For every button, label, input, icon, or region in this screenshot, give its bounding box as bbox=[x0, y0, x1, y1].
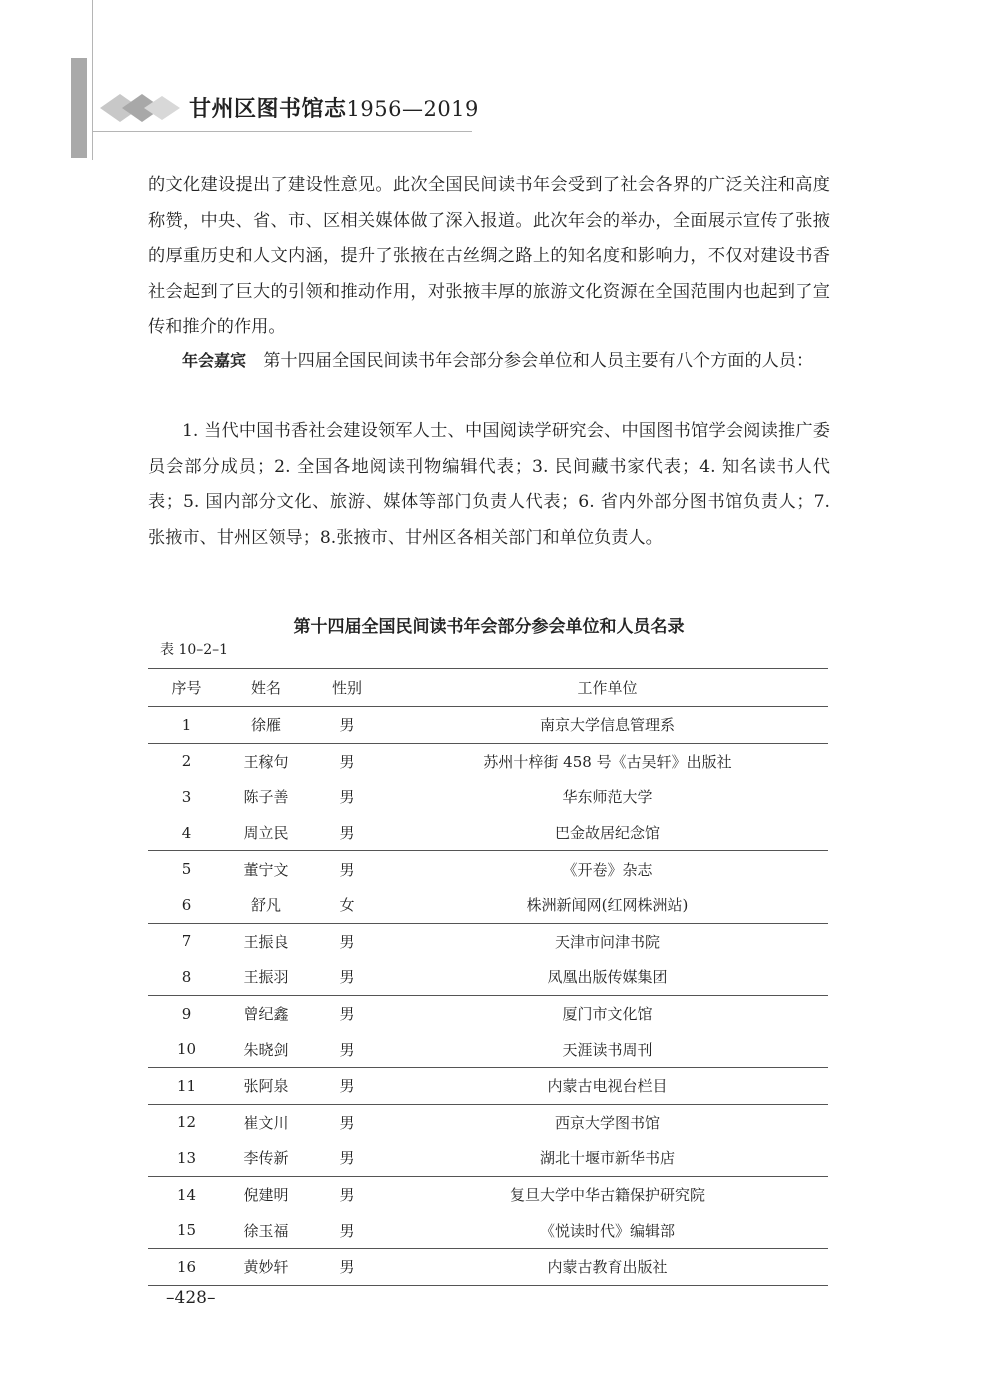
cell-name: 王振羽 bbox=[225, 959, 307, 995]
table-header-row bbox=[148, 668, 828, 707]
cell-unit: 内蒙古教育出版社 bbox=[387, 1248, 828, 1285]
cell-seq: 1 bbox=[148, 707, 225, 744]
header-seq: 序号 bbox=[148, 668, 225, 707]
header-decor-bar bbox=[71, 58, 87, 158]
cell-name: 李传新 bbox=[225, 1140, 307, 1176]
cell-gender: 男 bbox=[307, 707, 387, 744]
cell-unit: 巴金故居纪念馆 bbox=[387, 815, 828, 851]
cell-gender: 男 bbox=[307, 959, 387, 995]
cell-name: 舒凡 bbox=[225, 887, 307, 923]
diamonds-logo-icon bbox=[98, 90, 182, 126]
cell-unit: 厦门市文化馆 bbox=[562, 1005, 653, 1024]
cell-unit: 苏州十梓街 458 号《古吴轩》出版社 bbox=[483, 752, 732, 771]
cell-unit: 湖北十堰市新华书店 bbox=[387, 1140, 828, 1176]
table-row bbox=[148, 851, 828, 887]
table-title: 第十四届全国民间读书年会部分参会单位和人员名录 bbox=[293, 617, 685, 637]
cell-unit: 《悦读时代》编辑部 bbox=[387, 1212, 828, 1248]
cell-name: 周立民 bbox=[225, 815, 307, 851]
header-unit: 工作单位 bbox=[387, 668, 828, 707]
cell-seq: 10 bbox=[148, 1031, 225, 1067]
cell-gender: 男 bbox=[307, 1140, 387, 1176]
cell-gender: 男 bbox=[339, 860, 355, 879]
table-row bbox=[148, 995, 828, 1031]
paragraph-guest-list: 1. 当代中国书香社会建设领军人士、中国阅读学研究会、中国图书馆学会阅读推广委员会部分成员；2. 全国各地阅读刊物编辑代表；3. 民间藏书家代表；4. 知名读书人代表；5. 国内部分文化、旅游、媒体等部门负责人代表；6. 省内外部分图书馆负责人；7. 张掖市、甘州区领导；8.张掖市、甘州区各相关部门和单位负责人。 bbox=[148, 421, 830, 548]
cell-gender: 男 bbox=[339, 752, 355, 771]
cell-gender: 男 bbox=[339, 1113, 355, 1132]
paragraph-1: 的文化建设提出了建设性意见。此次全国民间读书年会受到了社会各界的广泛关注和高度称赞，中央、省、市、区相关媒体做了深入报道。此次年会的举办，全面展示宣传了张掖的厚重历史和人文内涵，提升了张掖在古丝绸之路上的知名度和影响力，不仅对建设书香社会起到了巨大的引领和推动作用，对张掖丰厚的旅游文化资源在全国范围内也起到了宣传和推介的作用。 bbox=[148, 175, 830, 337]
cell-name: 朱晓剑 bbox=[225, 1031, 307, 1067]
header-name: 姓名 bbox=[225, 668, 307, 707]
cell-name: 王振良 bbox=[243, 932, 289, 951]
cell-unit: 复旦大学中华古籍保护研究院 bbox=[509, 1186, 705, 1205]
header-horizontal-rule bbox=[92, 131, 472, 132]
cell-seq: 12 bbox=[176, 1113, 197, 1132]
cell-name: 王稼句 bbox=[243, 752, 289, 771]
cell-seq: 13 bbox=[148, 1140, 225, 1176]
cell-gender: 女 bbox=[307, 887, 387, 923]
cell-gender: 男 bbox=[307, 1248, 387, 1285]
header-title-text: 甘州区图书馆志 bbox=[189, 96, 347, 122]
cell-seq: 4 bbox=[148, 815, 225, 851]
table-row bbox=[148, 707, 828, 744]
cell-seq: 11 bbox=[148, 1067, 225, 1104]
cell-unit: 天津市问津书院 bbox=[554, 932, 660, 951]
cell-seq: 15 bbox=[148, 1212, 225, 1248]
cell-name: 崔文川 bbox=[243, 1113, 289, 1132]
cell-name: 董宁文 bbox=[243, 860, 289, 879]
cell-gender: 男 bbox=[307, 1212, 387, 1248]
paragraph-guests bbox=[148, 343, 830, 380]
cell-gender: 男 bbox=[339, 788, 355, 807]
cell-unit: 凤凰出版传媒集团 bbox=[387, 959, 828, 995]
cell-name: 倪建明 bbox=[243, 1186, 289, 1205]
table-row bbox=[148, 779, 828, 815]
table-row bbox=[148, 1176, 828, 1212]
cell-unit: 《开卷》杂志 bbox=[562, 860, 653, 879]
cell-seq: 8 bbox=[148, 959, 225, 995]
table-row bbox=[148, 923, 828, 959]
cell-seq: 3 bbox=[181, 787, 192, 806]
table-row bbox=[148, 1212, 828, 1248]
cell-name: 陈子善 bbox=[243, 788, 289, 807]
guests-intro: 第十四届全国民间读书年会部分参会单位和人员主要有八个方面的人员： bbox=[246, 351, 814, 371]
cell-seq: 9 bbox=[181, 1004, 192, 1023]
cell-unit: 株洲新闻网(红网株洲站) bbox=[387, 887, 828, 923]
table-row bbox=[148, 887, 828, 923]
cell-name: 徐玉福 bbox=[225, 1212, 307, 1248]
cell-gender: 男 bbox=[307, 1067, 387, 1104]
roster-table bbox=[148, 668, 828, 1286]
cell-unit: 天涯读书周刊 bbox=[387, 1031, 828, 1067]
table-row bbox=[148, 959, 828, 995]
cell-seq: 16 bbox=[148, 1248, 225, 1285]
cell-seq: 14 bbox=[176, 1185, 197, 1204]
header-years: 1956—2019 bbox=[346, 97, 479, 121]
cell-unit: 华东师范大学 bbox=[562, 788, 653, 807]
cell-name: 张阿泉 bbox=[225, 1067, 307, 1104]
table-row bbox=[148, 815, 828, 851]
cell-name: 徐雁 bbox=[225, 707, 307, 744]
header-gender: 性别 bbox=[307, 668, 387, 707]
table-row bbox=[148, 1031, 828, 1067]
cell-gender: 男 bbox=[339, 932, 355, 951]
table-row bbox=[148, 1067, 828, 1104]
page-header-title bbox=[189, 92, 479, 123]
table-row bbox=[148, 743, 828, 779]
cell-name: 曾纪鑫 bbox=[243, 1005, 289, 1024]
cell-gender: 男 bbox=[307, 1031, 387, 1067]
cell-name: 黄妙轩 bbox=[225, 1248, 307, 1285]
table-label: 表 10–2–1 bbox=[160, 642, 229, 658]
cell-unit: 内蒙古电视台栏目 bbox=[387, 1067, 828, 1104]
table-row bbox=[148, 1248, 828, 1285]
page-number: –428– bbox=[166, 1288, 216, 1308]
table-row bbox=[148, 1104, 828, 1140]
header-vertical-rule bbox=[92, 0, 93, 160]
table-row bbox=[148, 1140, 828, 1176]
cell-gender: 男 bbox=[339, 1005, 355, 1024]
cell-seq: 2 bbox=[181, 752, 192, 771]
cell-seq: 6 bbox=[148, 887, 225, 923]
cell-gender: 男 bbox=[339, 1186, 355, 1205]
guests-heading: 年会嘉宾 bbox=[182, 351, 247, 370]
cell-unit: 西京大学图书馆 bbox=[554, 1113, 660, 1132]
cell-seq: 5 bbox=[181, 860, 192, 879]
cell-gender: 男 bbox=[307, 815, 387, 851]
cell-unit: 南京大学信息管理系 bbox=[387, 707, 828, 744]
cell-seq: 7 bbox=[181, 932, 192, 951]
